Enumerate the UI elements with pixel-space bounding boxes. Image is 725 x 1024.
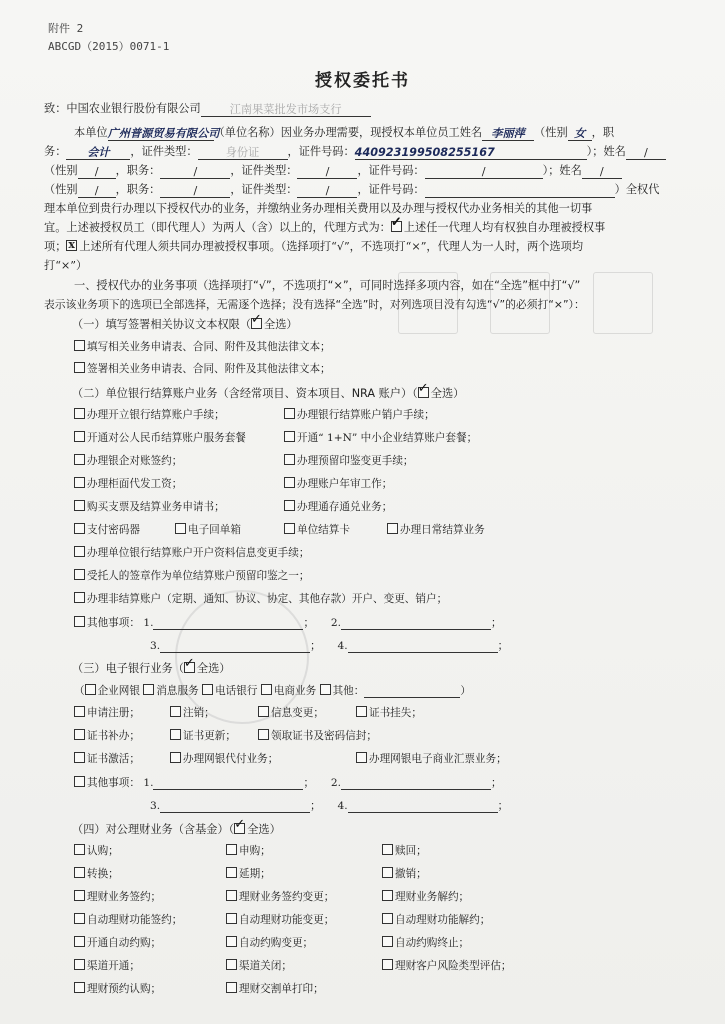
- checkbox[interactable]: [74, 936, 85, 947]
- checkbox[interactable]: [74, 729, 85, 740]
- checkbox[interactable]: [74, 752, 85, 763]
- checkbox[interactable]: [382, 936, 393, 947]
- id-line: 务： 会计 ，证件类型： 身份证 ，证件号码：440923199508255167 ）；姓名 /: [44, 144, 685, 160]
- checkbox[interactable]: [382, 867, 393, 878]
- checkbox[interactable]: [74, 616, 85, 627]
- checkbox[interactable]: [258, 706, 269, 717]
- checkbox[interactable]: [226, 959, 237, 970]
- employee-gender: 女: [568, 126, 592, 141]
- checkbox[interactable]: [74, 546, 85, 557]
- checkbox[interactable]: [170, 729, 181, 740]
- checkbox[interactable]: [74, 776, 85, 787]
- list-item: 理财客户风险类型评估；: [382, 959, 512, 973]
- checkbox[interactable]: [85, 684, 96, 695]
- other-item-field[interactable]: [153, 775, 303, 790]
- checkbox[interactable]: [202, 684, 213, 695]
- checkbox[interactable]: [175, 523, 186, 534]
- list-item: 转换；: [74, 867, 119, 881]
- list-item: 渠道开通；: [74, 959, 140, 973]
- list-item: 单位结算卡: [284, 523, 350, 537]
- list-item: 开通“ 1+N” 中小企业结算账户套餐；: [284, 431, 477, 445]
- list-item: 领取证书及密码信封；: [258, 729, 377, 743]
- section3-select-all-checkbox[interactable]: [184, 662, 195, 673]
- checkbox[interactable]: [284, 500, 295, 511]
- section1-select-all-checkbox[interactable]: [251, 318, 262, 329]
- checkbox[interactable]: [226, 890, 237, 901]
- list-item: 证书挂失；: [356, 706, 422, 720]
- id-type: 身份证: [198, 145, 288, 160]
- list-item: 购买支票及结算业务申请书；: [74, 500, 225, 514]
- other-item-field[interactable]: [160, 798, 310, 813]
- list-item: 填写相关业务申请表、合同、附件及其他法律文本；: [74, 340, 331, 354]
- checkbox[interactable]: [74, 890, 85, 901]
- any-agent-checkbox[interactable]: [391, 221, 402, 232]
- checkbox[interactable]: [74, 340, 85, 351]
- checkbox[interactable]: [74, 569, 85, 580]
- authority-paragraph-4: 打“×”）: [44, 259, 88, 272]
- list-item: 渠道关闭；: [226, 959, 292, 973]
- list-item: 办理开立银行结算账户手续；: [74, 408, 225, 422]
- list-item: 理财交割单打印；: [226, 982, 324, 996]
- checkbox[interactable]: [74, 477, 85, 488]
- checkbox[interactable]: [170, 752, 181, 763]
- agent2-line: （性别 / ，职务： / ，证件类型： / ，证件号码： / ）；姓名 /: [44, 163, 685, 179]
- list-item: 延期；: [226, 867, 271, 881]
- section3-title: （三）电子银行业务（✓ 全选）: [72, 660, 230, 676]
- unit-line: 本单位广州普源贸易有限公司（单位名称）因业务办理需要，现授权本单位员工姓名 李丽萍 （性别 女 ，职: [74, 126, 615, 140]
- list-item: 信息变更；: [258, 706, 324, 720]
- list-item: 办理网银代付业务；: [170, 752, 278, 766]
- other-items-row: 3. ； 4. ；: [150, 800, 509, 812]
- list-item: 办理网银电子商业汇票业务；: [356, 752, 507, 766]
- employee-job: 会计: [66, 145, 130, 160]
- list-item: 受托人的签章作为单位结算账户预留印鉴之一；: [74, 569, 309, 583]
- list-item: 认购；: [74, 844, 119, 858]
- checkbox[interactable]: [170, 706, 181, 717]
- list-item: 办理银企对账签约；: [74, 454, 182, 468]
- other-type-field[interactable]: [364, 683, 460, 698]
- other-item-field[interactable]: [160, 638, 310, 653]
- list-item: 自动约购终止；: [382, 936, 469, 950]
- checkbox[interactable]: [284, 408, 295, 419]
- list-item: 理财预约认购；: [74, 982, 161, 996]
- list-item: 注销；: [170, 706, 215, 720]
- document-code: ABCGD（2015）0071-1: [48, 40, 170, 53]
- checkbox[interactable]: [382, 890, 393, 901]
- unit-name: 广州普源贸易有限公司: [107, 127, 220, 140]
- other-item-field[interactable]: [341, 615, 491, 630]
- checkbox[interactable]: [74, 706, 85, 717]
- list-item: 理财业务签约变更；: [226, 890, 334, 904]
- list-item: 证书更新；: [170, 729, 236, 743]
- checkbox[interactable]: [226, 844, 237, 855]
- checkbox[interactable]: [226, 867, 237, 878]
- list-item: 申请注册；: [74, 706, 140, 720]
- checkbox[interactable]: [284, 477, 295, 488]
- list-item: 申购；: [226, 844, 271, 858]
- checkbox[interactable]: [382, 959, 393, 970]
- checkbox[interactable]: [74, 408, 85, 419]
- checkbox[interactable]: [284, 431, 295, 442]
- list-item: 自动约购变更；: [226, 936, 313, 950]
- other-items-row: 其他事项： 1. ； 2. ；: [74, 775, 502, 790]
- section4-title: （四）对公理财业务（含基金）（✓ 全选）: [72, 821, 281, 837]
- list-item: 自动理财功能解约；: [382, 913, 490, 927]
- other-item-field[interactable]: [348, 798, 498, 813]
- checkbox[interactable]: [74, 844, 85, 855]
- checkbox[interactable]: [226, 982, 237, 993]
- list-item: 办理账户年审工作；: [284, 477, 392, 491]
- to-line: 致：中国农业银行股份有限公司 江南果菜批发市场支行: [44, 101, 685, 117]
- round-seal: [175, 590, 309, 724]
- authority-paragraph-3: 项； x 上述所有代理人须共同办理被授权事项。（选择项打“√”，不选项打“×”，代理人为一人时，两个选项均: [44, 238, 584, 253]
- e-banking-types-row: （ 企业网银 消息服务 电话银行 电商业务 其他： ）: [74, 685, 471, 697]
- checkbox[interactable]: [356, 752, 367, 763]
- list-item: 赎回；: [382, 844, 427, 858]
- checkbox[interactable]: [74, 500, 85, 511]
- list-item: 签署相关业务申请表、合同、附件及其他法律文本；: [74, 362, 331, 376]
- list-item: 办理单位银行结算账户开户资料信息变更手续；: [74, 546, 309, 560]
- section2-select-all-checkbox[interactable]: [418, 387, 429, 398]
- checkbox[interactable]: [387, 523, 398, 534]
- list-item: 办理通存通兑业务；: [284, 500, 392, 514]
- checkbox[interactable]: [261, 684, 272, 695]
- attachment-label: 附件 2: [48, 22, 84, 35]
- checkbox[interactable]: [74, 362, 85, 373]
- intro-line-1: 一、授权代办的业务事项（选择项打“√”，不选项打“×”，可同时选择多项内容，如在“全选”框中打“√”: [74, 279, 581, 292]
- list-item: 撤销；: [382, 867, 427, 881]
- list-item: 办理非结算账户（定期、通知、协议、协定、其他存款）开户、变更、销户；: [74, 592, 447, 606]
- list-item: 证书激活；: [74, 752, 140, 766]
- list-item: 自动理财功能变更；: [226, 913, 334, 927]
- list-item: 办理柜面代发工资；: [74, 477, 182, 491]
- intro-line-2: 表示该业务项下的选项已全部选择，无需逐个选择；没有选择“全选”时，对列选项目没有勾选“√”的必须打“×”）：: [44, 298, 585, 311]
- other-item-field[interactable]: [341, 775, 491, 790]
- authority-paragraph-2: 宜。上述被授权员工（即代理人）为两人（含）以上的，代理方式为：✓ 上述任一代理人均有权独自办理被授权事: [44, 220, 685, 236]
- other-item-field[interactable]: [153, 615, 303, 630]
- section2-title: （二）单位银行结算账户业务（含经常项目、资本项目、NRA 账户）（✓ 全选）: [72, 385, 464, 401]
- checkbox[interactable]: [382, 844, 393, 855]
- checkbox[interactable]: [320, 684, 331, 695]
- checkbox[interactable]: [74, 959, 85, 970]
- checkbox[interactable]: [74, 454, 85, 465]
- list-item: 办理预留印鉴变更手续；: [284, 454, 414, 468]
- list-item: 支付密码器: [74, 523, 140, 537]
- checkbox[interactable]: [74, 867, 85, 878]
- document-title: 授权委托书: [315, 71, 410, 91]
- checkbox[interactable]: [226, 913, 237, 924]
- list-item: 自动理财功能签约；: [74, 913, 182, 927]
- list-item: 理财业务签约；: [74, 890, 161, 904]
- other-items-row: 其他事项： 1. ； 2. ；: [74, 615, 502, 630]
- list-item: 证书补办；: [74, 729, 140, 743]
- checkbox[interactable]: [143, 684, 154, 695]
- employee-name: 李丽萍: [482, 126, 534, 141]
- list-item: 办理银行结算账户销户手续；: [284, 408, 435, 422]
- checkbox[interactable]: [74, 982, 85, 993]
- checkbox[interactable]: [258, 729, 269, 740]
- list-item: 开通自动约购；: [74, 936, 161, 950]
- checkbox[interactable]: [382, 913, 393, 924]
- section1-title: （一）填写签署相关协议文本权限（✓ 全选）: [72, 316, 298, 332]
- checkbox[interactable]: [284, 454, 295, 465]
- checkbox[interactable]: [356, 706, 367, 717]
- id-number: 440923199508255167: [355, 145, 587, 160]
- checkbox[interactable]: [74, 913, 85, 924]
- list-item: 办理日常结算业务: [387, 523, 485, 537]
- all-agents-checkbox[interactable]: x: [66, 240, 77, 251]
- list-item: 电子回单箱: [175, 523, 241, 537]
- list-item: 理财业务解约；: [382, 890, 469, 904]
- list-item: 开通对公人民币结算账户服务套餐: [74, 431, 246, 445]
- checkbox[interactable]: [226, 936, 237, 947]
- section4-select-all-checkbox[interactable]: [234, 823, 245, 834]
- checkbox[interactable]: [74, 431, 85, 442]
- checkbox[interactable]: [74, 523, 85, 534]
- authority-paragraph-1: 理本单位到贵行办理以下授权代办的业务，并缴纳业务办理相关费用以及办理与授权代办业务相关的其他一切事: [44, 202, 593, 215]
- branch-name: 江南果菜批发市场支行: [201, 102, 371, 117]
- checkbox[interactable]: [284, 523, 295, 534]
- checkbox[interactable]: [74, 592, 85, 603]
- other-items-row: 3. ； 4. ；: [150, 640, 509, 652]
- agent3-line: （性别 / ，职务： / ，证件类型： / ，证件号码： ）全权代: [44, 183, 660, 197]
- other-item-field[interactable]: [348, 638, 498, 653]
